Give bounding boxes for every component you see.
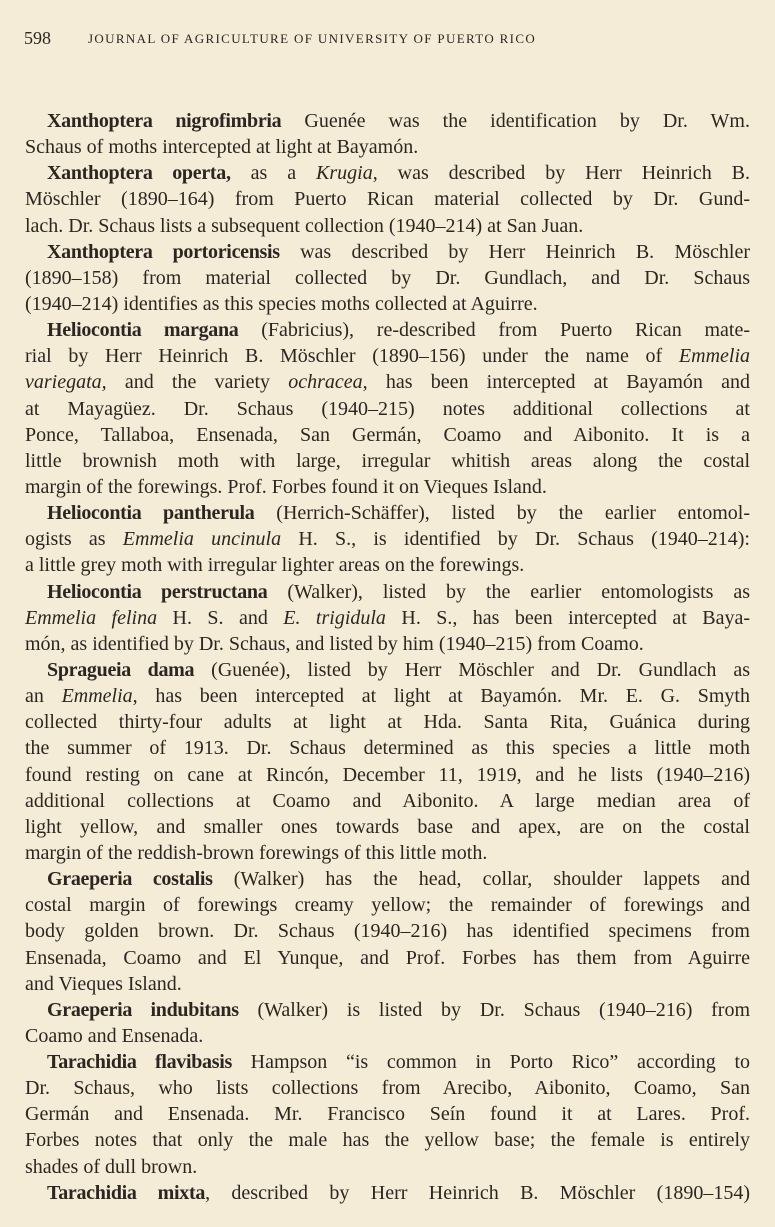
text-run: (Walker) has the head, collar, shoulder lappets and — [212, 868, 751, 891]
italic-text: variegata, — [25, 371, 107, 394]
text-line — [25, 1127, 750, 1153]
text-line — [25, 762, 750, 788]
text-line — [25, 213, 750, 239]
text-run: additional collections at Coamo and Aibonito. A large median area of — [25, 789, 750, 812]
text-run: Forbes notes that only the male has the yellow base; the female is entirely — [25, 1129, 750, 1152]
species-name: Xanthoptera portoricensis — [47, 240, 280, 263]
text-run: the summer of 1913. Dr. Schaus determined as this species a little moth — [25, 737, 750, 760]
text-run: (1890–158) from material collected by Dr. Gundlach, and Dr. Schaus — [25, 266, 750, 289]
text-line — [25, 735, 750, 761]
text-run: , has been intercepted at light at Bayamón. Mr. E. G. Smyth — [132, 685, 750, 708]
text-run: Möschler (1890–164) from Puerto Rican material collected by Dr. Gund- — [25, 188, 750, 211]
species-name: Xanthoptera nigrofimbria — [47, 110, 282, 132]
text-run: Hampson “is common in Porto Rico” according to — [232, 1051, 750, 1074]
text-run: , was described by Herr Heinrich B. — [372, 162, 750, 185]
text-run: (Fabricius), re-described from Puerto Rican mate- — [238, 319, 750, 342]
text-run: Coamo and Ensenada. — [25, 1024, 204, 1047]
text-run: an — [25, 685, 62, 708]
text-run: H. S., is identified by Dr. Schaus (1940–214): — [281, 528, 750, 551]
text-run: H. S. and — [157, 606, 284, 629]
text-run: (Walker), listed by the earlier entomologists as — [267, 580, 751, 603]
species-name: Graeperia costalis — [47, 868, 213, 891]
species-name: Heliocontia perstructana — [47, 580, 268, 603]
text-run: (Guenée), listed by Herr Möschler and Dr. Gundlach as — [194, 658, 750, 681]
text-run: margin of the forewings. Prof. Forbes found it on Vieques Island. — [25, 475, 547, 498]
text-run: costal margin of forewings creamy yellow; the remainder of forewings and — [25, 894, 750, 917]
text-line — [25, 631, 750, 657]
text-run: (Herrich-Schäffer), listed by the earlier entomol- — [254, 502, 750, 525]
text-line — [25, 343, 750, 369]
text-line — [25, 500, 750, 526]
text-line — [25, 788, 750, 814]
text-line — [25, 892, 750, 918]
text-run: and Vieques Island. — [25, 972, 182, 995]
text-run: Ensenada, Coamo and El Yunque, and Prof. Forbes has them from Aguirre — [25, 946, 750, 969]
article-body — [25, 108, 750, 1206]
text-run: Germán and Ensenada. Mr. Francisco Seín found it at Lares. Prof. — [25, 1103, 750, 1126]
text-run: shades of dull brown. — [25, 1155, 198, 1178]
text-line — [25, 657, 750, 683]
text-line — [25, 317, 750, 343]
text-line — [25, 1075, 750, 1101]
text-run: little brownish moth with large, irregular whitish areas along the costal — [25, 449, 750, 472]
text-run: ogists as — [25, 528, 123, 551]
paragraph — [25, 997, 750, 1049]
text-line — [25, 840, 750, 866]
text-run: (Walker) is listed by Dr. Schaus (1940–216) from — [238, 998, 751, 1021]
paragraph — [25, 160, 750, 238]
text-line — [25, 579, 750, 605]
species-name: Spragueia dama — [47, 658, 195, 681]
species-name: Tarachidia flavibasis — [47, 1051, 232, 1074]
species-name: Xanthoptera operta, — [47, 162, 231, 185]
text-run: and the variety — [106, 371, 289, 394]
text-line — [25, 526, 750, 552]
text-line — [25, 945, 750, 971]
running-header — [24, 28, 684, 52]
species-name: Graeperia indubitans — [47, 998, 239, 1021]
text-line — [25, 683, 750, 709]
text-run: light yellow, and smaller ones towards base and apex, are on the costal — [25, 815, 750, 838]
text-line — [25, 422, 750, 448]
species-name: Heliocontia pantherula — [47, 502, 255, 525]
paragraph — [25, 317, 750, 500]
text-line — [25, 108, 750, 134]
text-line — [25, 918, 750, 944]
text-line — [25, 160, 750, 186]
text-line — [25, 1154, 750, 1180]
text-line — [25, 291, 750, 317]
text-line — [25, 369, 750, 395]
italic-text: E. trigidula — [283, 606, 386, 629]
text-run: Schaus of moths intercepted at light at Bayamón. — [25, 136, 419, 159]
paragraph — [25, 1049, 750, 1180]
text-line — [25, 265, 750, 291]
text-run: H. S., has been intercepted at Baya- — [385, 606, 750, 629]
text-run: margin of the reddish-brown forewings of this little moth. — [25, 841, 488, 864]
text-run: was described by Herr Heinrich B. Möschler — [279, 240, 750, 263]
text-line — [25, 709, 750, 735]
italic-text: Krugia — [316, 162, 373, 185]
text-run: body golden brown. Dr. Schaus (1940–216) has identified specimens from — [25, 920, 750, 943]
text-run: lach. Dr. Schaus lists a subsequent collection (1940–214) at San Juan. — [25, 214, 584, 237]
text-run: , described by Herr Heinrich B. Möschler (1890–154) — [205, 1181, 750, 1204]
italic-text: Emmelia uncinula — [122, 528, 282, 551]
text-run: at Mayagüez. Dr. Schaus (1940–215) notes additional collections at — [25, 397, 750, 420]
text-line — [25, 396, 750, 422]
text-run: món, as identified by Dr. Schaus, and listed by him (1940–215) from Coamo. — [25, 632, 644, 655]
text-line — [25, 997, 750, 1023]
text-run: , has been intercepted at Bayamón and — [362, 371, 751, 394]
text-line — [25, 448, 750, 474]
paragraph — [25, 657, 750, 866]
text-line — [25, 1101, 750, 1127]
species-name: Heliocontia margana — [47, 319, 239, 342]
text-run: rial by Herr Heinrich B. Möschler (1890–156) under the name of — [25, 345, 679, 368]
text-line — [25, 605, 750, 631]
text-run: (1940–214) identifies as this species moths collected at Aguirre. — [25, 292, 538, 315]
italic-text: Emmelia — [61, 685, 133, 708]
text-line — [25, 814, 750, 840]
text-line — [25, 186, 750, 212]
paragraph — [25, 866, 750, 997]
text-line — [25, 134, 750, 160]
text-line — [25, 1049, 750, 1075]
text-line — [25, 971, 750, 997]
text-run: Guenée was the identification by Dr. Wm. — [281, 110, 750, 132]
species-name: Tarachidia mixta — [47, 1181, 206, 1204]
paragraph — [25, 108, 750, 160]
text-run: collected thirty-four adults at light at Hda. Santa Rita, Guánica during — [25, 711, 750, 734]
italic-text: Emmelia — [678, 345, 750, 368]
text-line — [25, 1023, 750, 1049]
text-run: found resting on cane at Rincón, December 11, 1919, and he lists (1940–216) — [25, 763, 750, 786]
paragraph — [25, 579, 750, 657]
text-line — [25, 552, 750, 578]
text-line — [25, 866, 750, 892]
paragraph — [25, 239, 750, 317]
text-run: a little grey moth with irregular lighter areas on the forewings. — [25, 554, 525, 577]
paragraph — [25, 500, 750, 578]
text-line — [25, 1180, 750, 1206]
text-line — [25, 239, 750, 265]
text-run: Ponce, Tallaboa, Ensenada, San Germán, Coamo and Aibonito. It is a — [25, 423, 750, 446]
page-number: 598 — [24, 28, 51, 48]
text-run: as a — [230, 162, 317, 185]
text-run: Dr. Schaus, who lists collections from Arecibo, Aibonito, Coamo, San — [25, 1077, 750, 1100]
italic-text: Emmelia felina — [25, 606, 158, 629]
italic-text: ochracea — [288, 371, 363, 394]
journal-title: JOURNAL OF AGRICULTURE OF UNIVERSITY OF PUERTO RICO — [88, 31, 537, 46]
paragraph — [25, 1180, 750, 1206]
text-line — [25, 474, 750, 500]
